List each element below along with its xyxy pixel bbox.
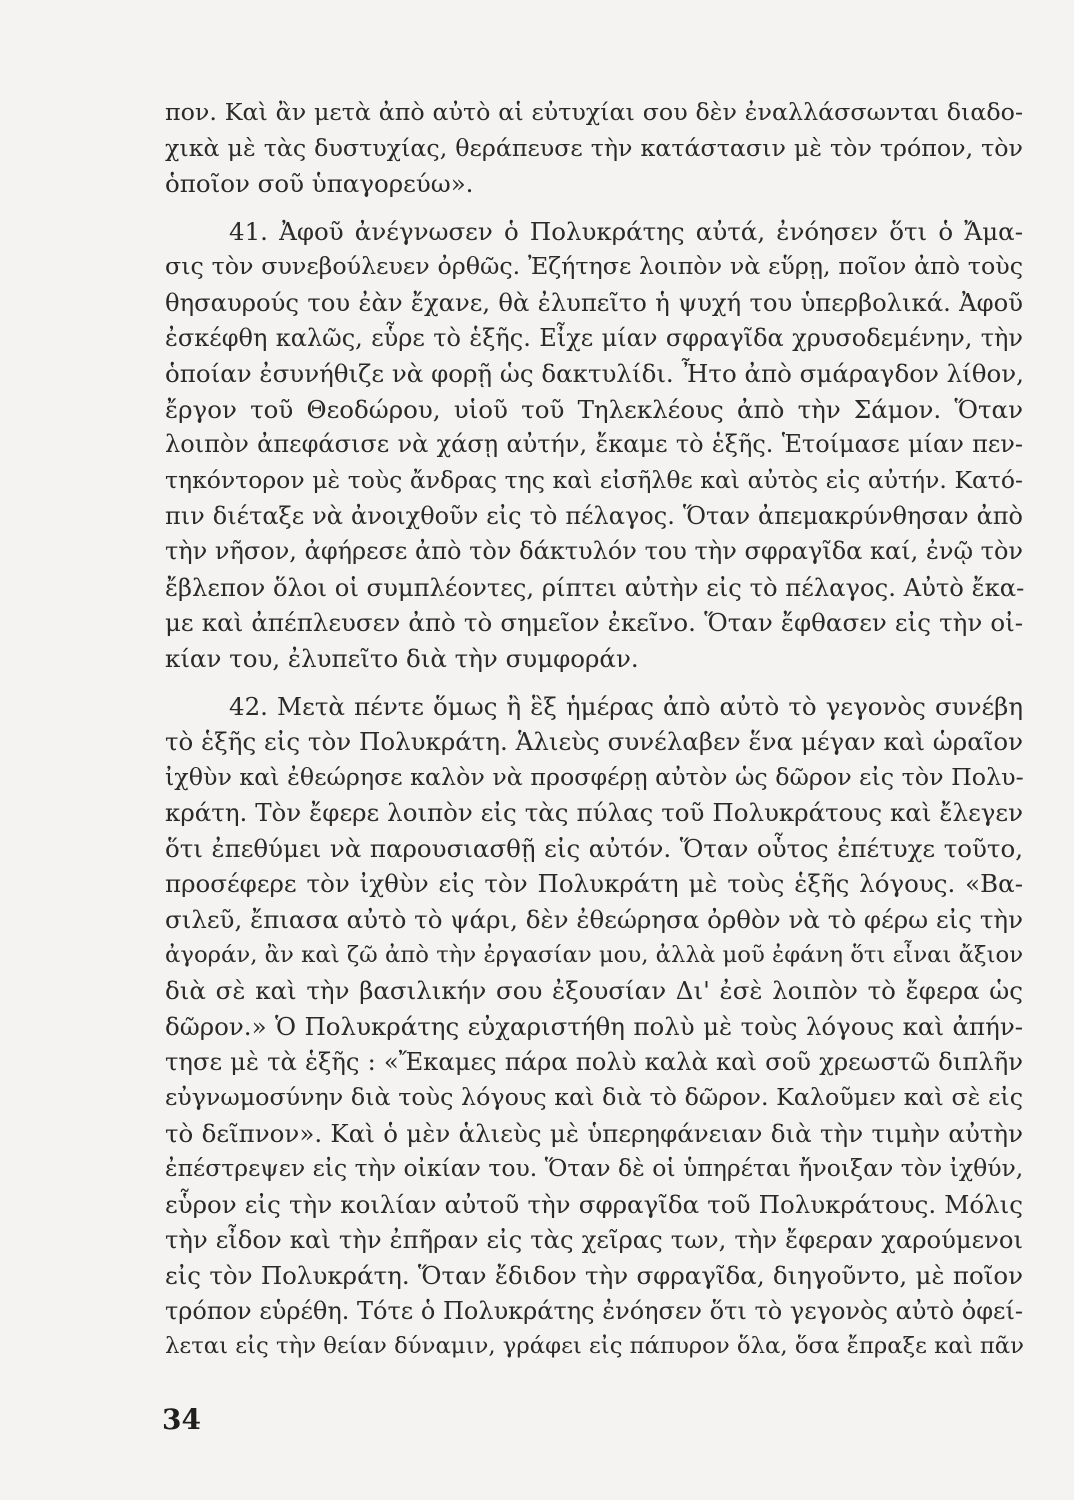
text-line: σιλεῦ, ἔπιασα αὐτὸ τὸ ψάρι, δὲν ἐθεώρησα ὀρθὸν νὰ τὸ φέρω εἰς τὴν [165, 905, 1023, 935]
page-number: 34 [162, 1403, 201, 1436]
text-line: προσέφερε τὸν ἰχθὺν εἰς τὸν Πολυκράτη μὲ τοὺς ἑξῆς λόγους. «Βα- [165, 869, 1023, 899]
text-line: ἰχθὺν καὶ ἐθεώρησε καλὸν νὰ προσφέρῃ αὐτὸν ὡς δῶρον εἰς τὸν Πολυ- [165, 762, 1024, 791]
text-line: θησαυρούς του ἐὰν ἔχανε, θὰ ἐλυπεῖτο ἡ ψυχή του ὑπερβολικά. Ἀφοῦ [165, 287, 1023, 317]
text-line: τὴν εἶδον καὶ τὴν ἐπῆραν εἰς τὰς χεῖρας των, τὴν ἔφεραν χαρούμενοι [165, 1225, 1023, 1255]
text-line: ὁποίαν ἐσυνήθιζε νὰ φορῇ ὡς δακτυλίδι. Ἦτο ἀπὸ σμάραγδον λίθον, [165, 359, 1024, 389]
text-line: 41. Ἀφοῦ ἀνέγνωσεν ὁ Πολυκράτης αὐτά, ἐνόησεν ὅτι ὁ Ἄμα- [229, 216, 1023, 246]
text-line: τὸ ἑξῆς εἰς τὸν Πολυκράτη. Ἁλιεὺς συνέλαβεν ἕνα μέγαν καὶ ὡραῖον [165, 727, 1023, 757]
paragraph-41 [165, 214, 1023, 677]
text-line: τηκόντορον μὲ τοὺς ἄνδρας της καὶ εἰσῆλθε καὶ αὐτὸς εἰς αὐτήν. Κατό- [165, 465, 1023, 494]
text-line: ὁποῖον σοῦ ὑπαγορεύω». [165, 169, 474, 199]
text-line: 42. Μετὰ πέντε ὅμως ἢ ἓξ ἡμέρας ἀπὸ αὐτὸ τὸ γεγονὸς συνέβη [229, 691, 1023, 721]
text-line: λοιπὸν ἀπεφάσισε νὰ χάσῃ αὐτήν, ἔκαμε τὸ ἑξῆς. Ἑτοίμασε μίαν πεν- [165, 430, 1023, 459]
text-line: τησε μὲ τὰ ἑξῆς : «Ἔκαμες πάρα πολὺ καλὰ καὶ σοῦ χρεωστῶ διπλῆν [165, 1047, 1023, 1077]
text-line: τρόπον εὑρέθη. Τότε ὁ Πολυκράτης ἐνόησεν ὅτι τὸ γεγονὸς αὐτὸ ὀφεί- [165, 1296, 1023, 1325]
body-text [165, 95, 1023, 1365]
text-line: ἐσκέφθη καλῶς, εὗρε τὸ ἑξῆς. Εἶχε μίαν σφραγῖδα χρυσοδεμένην, τὴν [165, 323, 1023, 352]
paragraph-end-of-40 [165, 95, 1023, 202]
text-line: εὐγνωμοσύνην διὰ τοὺς λόγους καὶ διὰ τὸ δῶρον. Καλοῦμεν καὶ σὲ εἰς [165, 1083, 1023, 1112]
text-line: εἰς τὸν Πολυκράτη. Ὅταν ἔδιδον τὴν σφραγῖδα, διηγοῦντο, μὲ ποῖον [165, 1261, 1023, 1290]
text-line: με καὶ ἀπέπλευσεν ἀπὸ τὸ σημεῖον ἐκεῖνο. Ὅταν ἔφθασεν εἰς τὴν οἰ- [165, 608, 1023, 638]
text-line: λεται εἰς τὴν θείαν δύναμιν, γράφει εἰς πάπυρον ὅλα, ὅσα ἔπραξε καὶ πᾶν [165, 1333, 1025, 1360]
text-line: κράτη. Τὸν ἔφερε λοιπὸν εἰς τὰς πύλας τοῦ Πολυκράτους καὶ ἔλεγεν [165, 798, 1023, 828]
paragraph-42 [165, 689, 1023, 1365]
text-line: εὗρον εἰς τὴν κοιλίαν αὐτοῦ τὴν σφραγῖδα τοῦ Πολυκράτους. Μόλις [165, 1189, 1023, 1219]
text-line: πον. Καὶ ἂν μετὰ ἀπὸ αὐτὸ αἱ εὐτυχίαι σου δὲν ἐναλλάσσωνται διαδο- [165, 98, 1023, 126]
text-line: ἐπέστρεψεν εἰς τὴν οἰκίαν του. Ὅταν δὲ οἱ ὑπηρέται ἤνοιξαν τὸν ἰχθύν, [165, 1154, 1024, 1183]
text-line: τὴν νῆσον, ἀφήρεσε ἀπὸ τὸν δάκτυλόν του τὴν σφραγῖδα καί, ἐνῷ τὸν [165, 537, 1023, 566]
text-line: διὰ σὲ καὶ τὴν βασιλικήν σου ἐξουσίαν Δι' ἐσὲ λοιπὸν τὸ ἔφερα ὡς [165, 976, 1023, 1006]
text-line: πιν διέταξε νὰ ἀνοιχθοῦν εἰς τὸ πέλαγος. Ὅταν ἀπεμακρύνθησαν ἀπὸ [165, 501, 1023, 530]
text-line: ὅτι ἐπεθύμει νὰ παρουσιασθῇ εἰς αὐτόν. Ὅταν οὗτος ἐπέτυχε τοῦτο, [165, 833, 1023, 863]
text-line: σις τὸν συνεβούλευεν ὀρθῶς. Ἐζήτησε λοιπὸν νὰ εὕρῃ, ποῖον ἀπὸ τοὺς [165, 252, 1023, 281]
text-line: δῶρον.» Ὁ Πολυκράτης εὐχαριστήθη πολὺ μὲ τοὺς λόγους καὶ ἀπήν- [165, 1011, 1023, 1041]
text-line: κίαν του, ἐλυπεῖτο διὰ τὴν συμφοράν. [165, 643, 639, 673]
text-line: ἔργον τοῦ Θεοδώρου, υἱοῦ τοῦ Τηλεκλέους ἀπὸ τὴν Σάμον. Ὅταν [165, 394, 1023, 424]
text-line: ἀγοράν, ἂν καὶ ζῶ ἀπὸ τὴν ἐργασίαν μου, ἀλλὰ μοῦ ἐφάνη ὅτι εἶναι ἄξιον [165, 941, 1024, 968]
text-line: ἔβλεπον ὅλοι οἱ συμπλέοντες, ρίπτει αὐτὴν εἰς τὸ πέλαγος. Αὐτὸ ἔκα- [165, 572, 1025, 602]
text-line: χικὰ μὲ τὰς δυστυχίας, θεράπευσε τὴν κατάστασιν μὲ τὸν τρόπον, τὸν [165, 133, 1023, 162]
text-line: τὸ δεῖπνον». Καὶ ὁ μὲν ἁλιεὺς μὲ ὑπερηφάνειαν διὰ τὴν τιμὴν αὐτὴν [165, 1118, 1023, 1148]
